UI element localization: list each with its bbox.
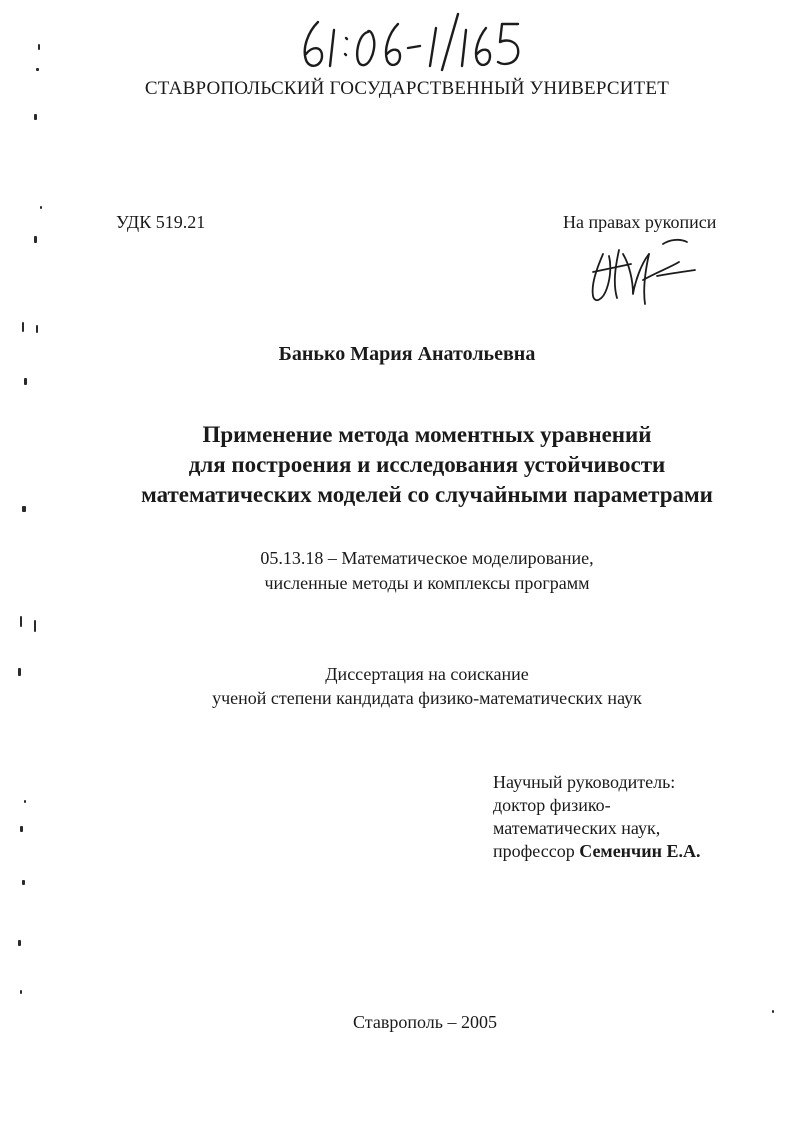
supervisor-name-line [493,840,700,863]
supervisor-line: математических наук, [493,818,661,838]
archive-number-handwritten [290,8,540,76]
scan-speck [34,620,36,632]
scan-speck [34,236,37,243]
scan-speck [20,990,22,994]
scan-speck [22,880,25,885]
dissertation-title [28,420,798,510]
author-name: Банько Мария Анатольевна [278,343,536,365]
university-name: СТАВРОПОЛЬСКИЙ ГОСУДАРСТВЕННЫЙ УНИВЕРСИТЕТ [144,78,670,99]
author-signature [583,224,703,310]
supervisor-title: профессор [493,841,575,861]
udc-code: УДК 519.21 [116,212,206,232]
scan-speck [772,1010,774,1013]
title-line: Применение метода моментных уравнений [202,422,652,447]
title-line: для построения и исследования устойчивости [188,452,666,477]
supervisor-block [493,771,700,863]
degree-line: Диссертация на соискание [325,664,529,684]
signature-drawing [583,224,703,310]
city-year: Ставрополь – 2005 [353,1012,497,1032]
scan-speck [20,616,22,627]
specialty-line: 05.13.18 – Математическое моделирование, [260,548,594,568]
title-line: математических моделей со случайными параметрами [141,482,713,507]
scan-speck [36,68,39,71]
rights-note: На правах рукописи [563,212,717,232]
scan-speck [18,940,21,946]
specialty [28,546,798,596]
degree-line: ученой степени кандидата физико-математических наук [212,688,642,708]
scan-speck [40,206,42,209]
degree-statement [28,662,798,710]
scan-speck [22,506,26,512]
supervisor-name: Семенчин Е.А. [579,841,701,861]
scan-speck [36,325,38,333]
supervisor-line: Научный руководитель: [493,772,676,792]
specialty-line: численные методы и комплексы программ [264,573,590,593]
archive-number-drawing [290,8,540,76]
scan-speck [38,44,40,50]
scan-speck [20,826,23,832]
scan-speck [24,800,26,803]
scan-speck [34,114,37,120]
scan-speck [24,378,27,385]
scan-speck [22,322,24,332]
supervisor-line: доктор физико- [493,795,611,815]
scan-speck [18,668,21,676]
